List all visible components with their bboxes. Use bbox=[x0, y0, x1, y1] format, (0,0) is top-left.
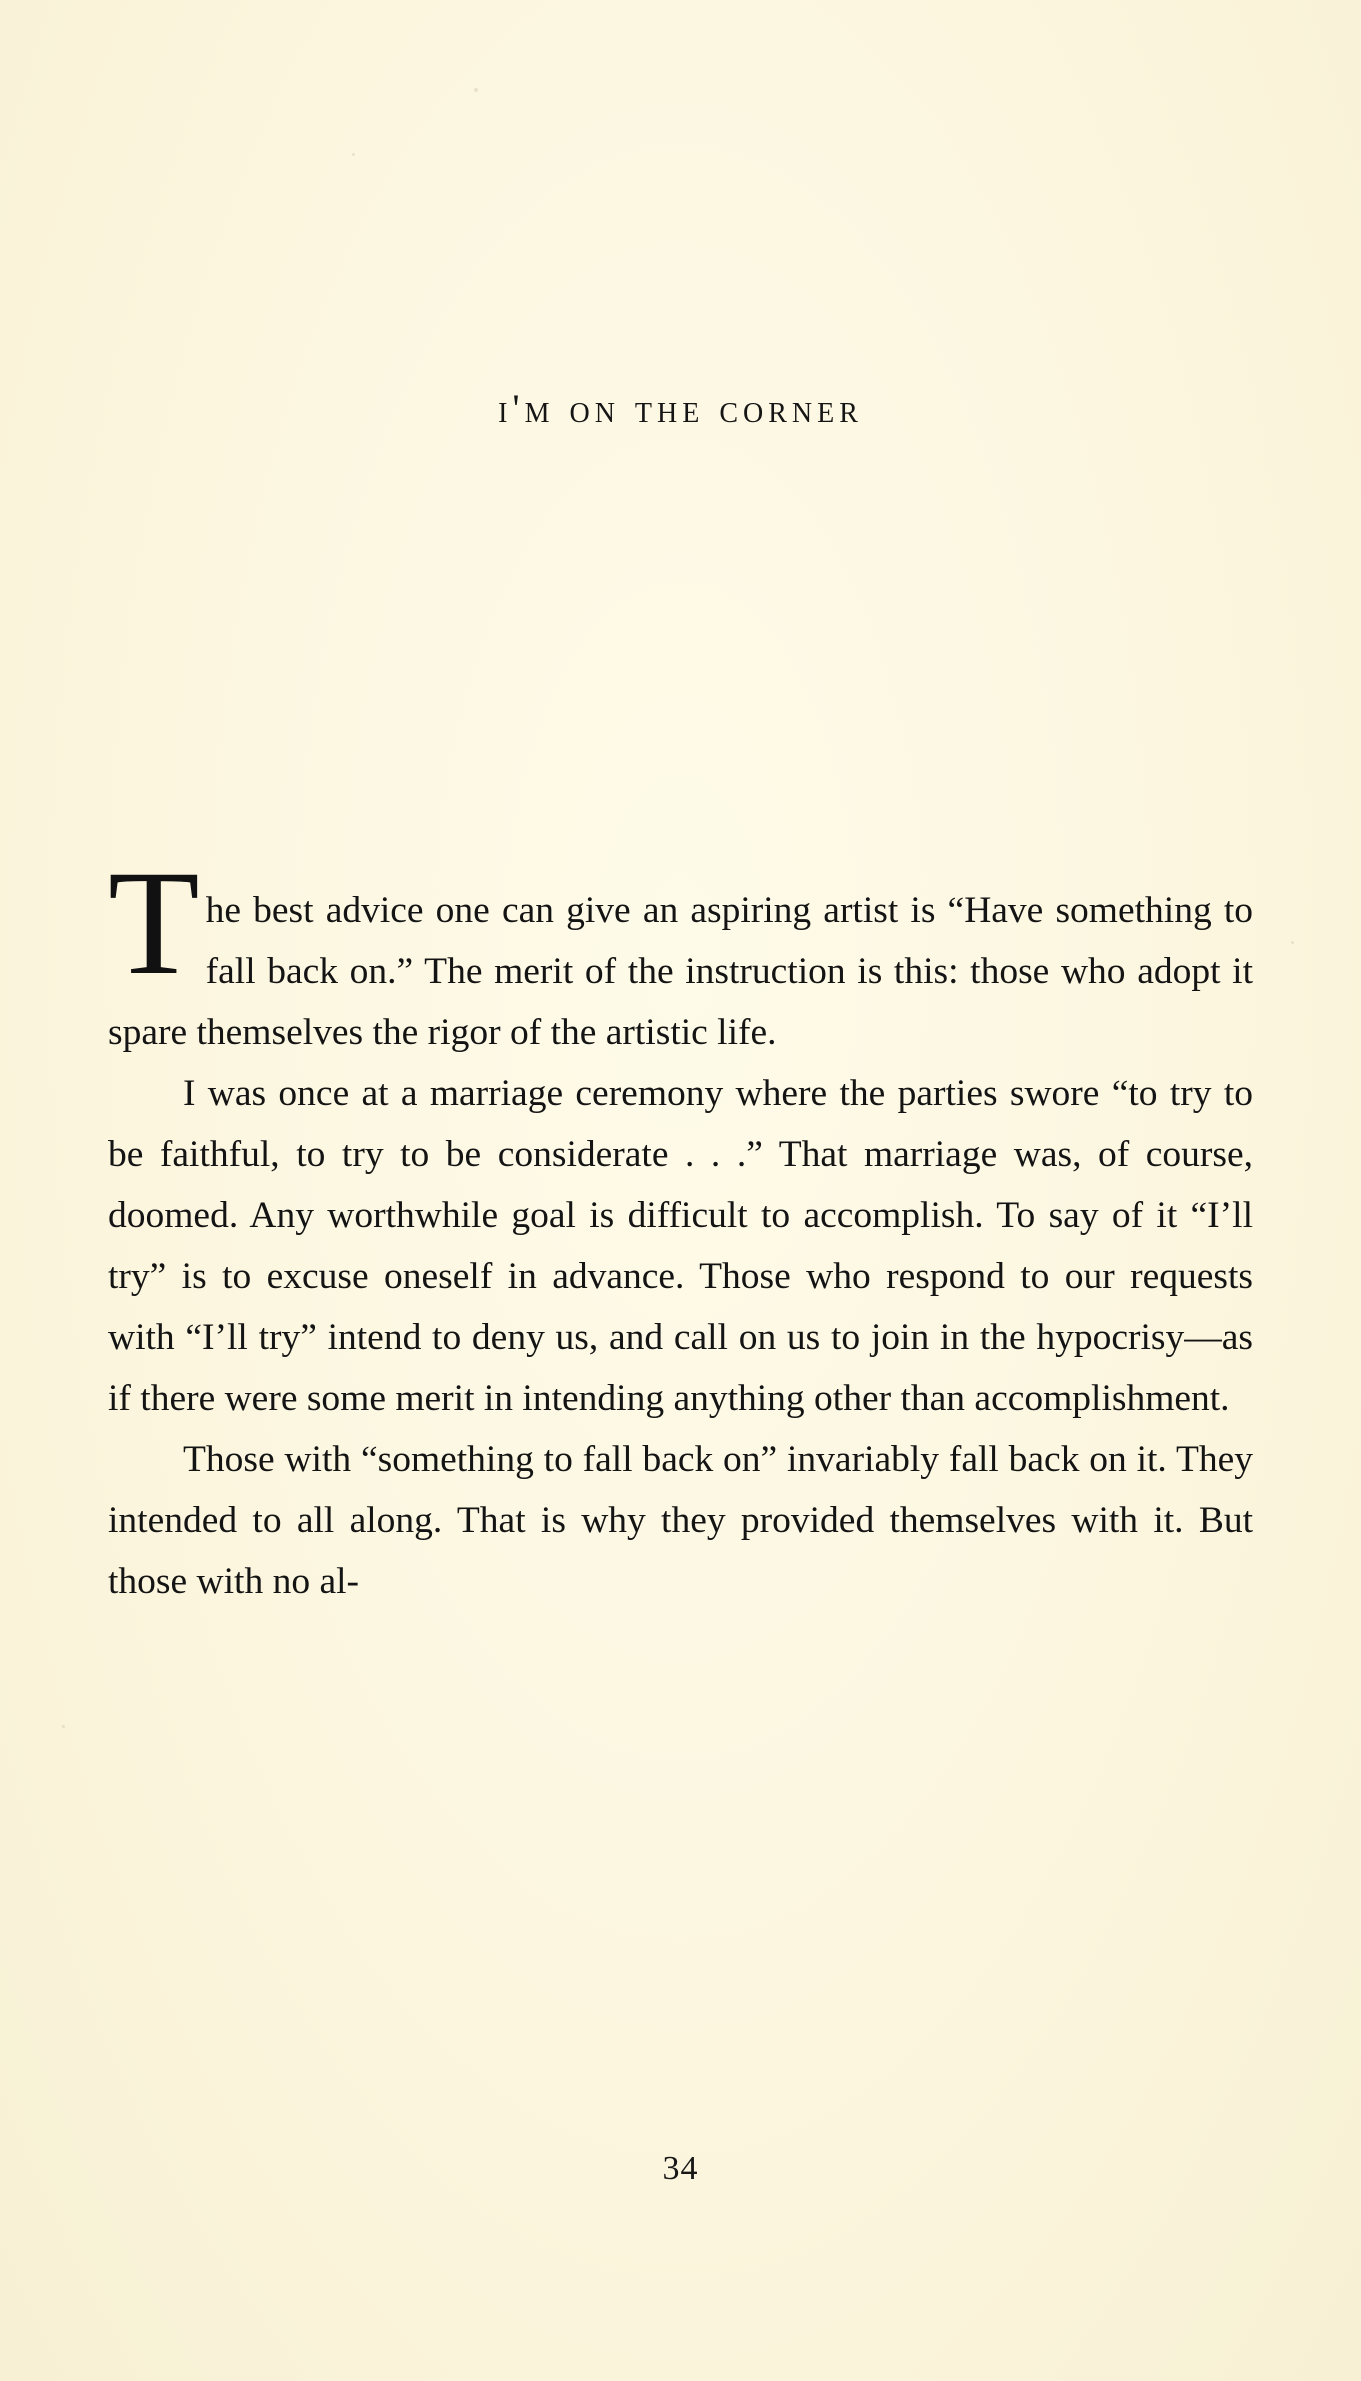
paragraph-1 bbox=[108, 840, 1253, 1063]
page-number: 34 bbox=[662, 2150, 699, 2187]
scan-speck bbox=[62, 1725, 65, 1728]
scan-speck bbox=[1291, 941, 1294, 944]
paragraph-1-text: he best advice one can give an aspiring artist is “Have something to fall back on.” The merit of the instruction is this: those who adopt it spare themselves the rigor of the artistic life. bbox=[108, 890, 1253, 1053]
paragraph-2: I was once at a marriage ceremony where the parties swore “to try to be faithful, to try to be considerate . . .” That marriage was, of course, doomed. Any worthwhile goal is difficult to accomplish. To say of it “I’ll try” is to excuse oneself in advance. Those who respond to our requests with “I’ll try” intend to deny us, and call on us to join in the hypocrisy—as if there were some merit in intending anything other than accomplishment. bbox=[108, 1073, 1253, 1419]
page-title: i'm on the corner bbox=[498, 386, 863, 431]
drop-cap: T bbox=[108, 840, 200, 1006]
body-text bbox=[108, 840, 1253, 1612]
scan-speck bbox=[474, 88, 478, 92]
paragraph-3: Those with “something to fall back on” invariably fall back on it. They intended to all along. That is why they provided themselves with it. But those with no al- bbox=[108, 1439, 1253, 1602]
scan-speck bbox=[352, 153, 355, 156]
